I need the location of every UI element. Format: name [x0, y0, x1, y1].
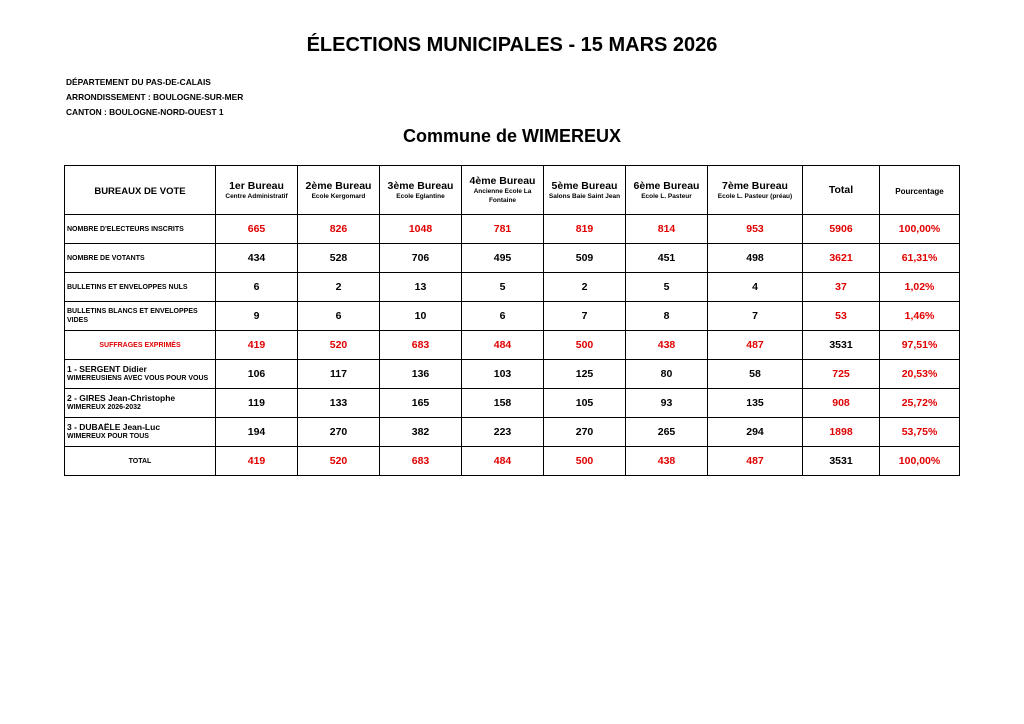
candidate-list: WIMEREUX POUR TOUS [67, 433, 149, 440]
row-votants [65, 244, 960, 273]
cell-pct: 25,72% [880, 389, 960, 418]
header-bureau-6: 6ème Bureau Ecole L. Pasteur [626, 166, 708, 215]
cell-bureau-6: 265 [626, 418, 708, 447]
cell-bureau-6: 438 [626, 447, 708, 476]
cell-bureau-4: 5 [462, 273, 544, 302]
cell-bureau-1: 419 [216, 447, 298, 476]
cell-bureau-2: 2 [298, 273, 380, 302]
header-bureaux-de-vote: BUREAUX DE VOTE [65, 166, 216, 215]
cell-total: 3531 [803, 331, 880, 360]
cell-bureau-7: 487 [708, 447, 803, 476]
cell-bureau-4: 484 [462, 331, 544, 360]
cell-bureau-7: 4 [708, 273, 803, 302]
candidate-label [65, 389, 216, 418]
cell-bureau-5: 270 [544, 418, 626, 447]
cell-bureau-3: 10 [380, 302, 462, 331]
cell-pct: 61,31% [880, 244, 960, 273]
cell-bureau-6: 80 [626, 360, 708, 389]
cell-bureau-2: 520 [298, 331, 380, 360]
header-bureau-5: 5ème Bureau Salons Baie Saint Jean [544, 166, 626, 215]
cell-bureau-3: 136 [380, 360, 462, 389]
cell-bureau-6: 5 [626, 273, 708, 302]
cell-bureau-4: 781 [462, 215, 544, 244]
cell-bureau-6: 93 [626, 389, 708, 418]
cell-bureau-5: 2 [544, 273, 626, 302]
cell-bureau-4: 484 [462, 447, 544, 476]
row-label: NOMBRE DE VOTANTS [65, 244, 216, 273]
cell-bureau-1: 434 [216, 244, 298, 273]
commune-title: Commune de WIMEREUX [402, 126, 621, 146]
row-blancs [65, 302, 960, 331]
cell-bureau-1: 419 [216, 331, 298, 360]
cell-bureau-5: 7 [544, 302, 626, 331]
cell-bureau-7: 953 [708, 215, 803, 244]
cell-bureau-1: 6 [216, 273, 298, 302]
candidate-label [65, 418, 216, 447]
cell-bureau-7: 7 [708, 302, 803, 331]
cell-pct: 53,75% [880, 418, 960, 447]
cell-bureau-2: 520 [298, 447, 380, 476]
cell-pct: 100,00% [880, 447, 960, 476]
cell-pct: 100,00% [880, 215, 960, 244]
cell-bureau-2: 117 [298, 360, 380, 389]
cell-bureau-5: 105 [544, 389, 626, 418]
row-label: TOTAL [65, 447, 216, 476]
cell-bureau-5: 500 [544, 331, 626, 360]
cell-bureau-1: 665 [216, 215, 298, 244]
header-pourcentage: Pourcentage [880, 166, 960, 215]
row-candidate-2 [65, 389, 960, 418]
cell-bureau-7: 498 [708, 244, 803, 273]
row-candidate-1 [65, 360, 960, 389]
results-table [64, 165, 960, 476]
candidate-name: 3 - DUBAËLE Jean-Luc [67, 422, 161, 432]
cell-total: 1898 [803, 418, 880, 447]
cell-bureau-2: 826 [298, 215, 380, 244]
cell-bureau-3: 165 [380, 389, 462, 418]
row-label: NOMBRE D'ELECTEURS INSCRITS [65, 215, 216, 244]
candidate-label [65, 360, 216, 389]
meta-block [66, 75, 243, 120]
cell-total: 53 [803, 302, 880, 331]
cell-bureau-2: 133 [298, 389, 380, 418]
candidate-list: WIMEREUX 2026-2032 [67, 404, 141, 411]
cell-bureau-2: 270 [298, 418, 380, 447]
departement-line: DÉPARTEMENT DU PAS-DE-CALAIS [66, 77, 211, 87]
cell-bureau-3: 683 [380, 447, 462, 476]
cell-bureau-2: 6 [298, 302, 380, 331]
cell-pct: 1,02% [880, 273, 960, 302]
row-suffrages-exprimes [65, 331, 960, 360]
cell-pct: 20,53% [880, 360, 960, 389]
cell-bureau-5: 125 [544, 360, 626, 389]
candidate-list: WIMEREUSIENS AVEC VOUS POUR VOUS [67, 375, 209, 382]
cell-total: 725 [803, 360, 880, 389]
cell-bureau-2: 528 [298, 244, 380, 273]
header-bureau-4: 4ème Bureau Ancienne Ecole La Fontaine [462, 166, 544, 215]
cell-total: 3621 [803, 244, 880, 273]
row-label: BULLETINS ET ENVELOPPES NULS [65, 273, 216, 302]
cell-bureau-4: 6 [462, 302, 544, 331]
cell-bureau-3: 1048 [380, 215, 462, 244]
arrondissement-line: ARRONDISSEMENT : BOULOGNE-SUR-MER [66, 92, 244, 102]
cell-bureau-6: 451 [626, 244, 708, 273]
candidate-name: 1 - SERGENT Didier [67, 364, 147, 374]
cell-bureau-5: 509 [544, 244, 626, 273]
cell-bureau-4: 103 [462, 360, 544, 389]
cell-pct: 97,51% [880, 331, 960, 360]
cell-bureau-1: 119 [216, 389, 298, 418]
cell-bureau-1: 9 [216, 302, 298, 331]
row-inscrits [65, 215, 960, 244]
cell-bureau-7: 487 [708, 331, 803, 360]
cell-bureau-3: 706 [380, 244, 462, 273]
cell-bureau-7: 294 [708, 418, 803, 447]
header-bureau-2: 2ème Bureau Ecole Kergomard [298, 166, 380, 215]
cell-bureau-1: 194 [216, 418, 298, 447]
row-nuls [65, 273, 960, 302]
cell-total: 908 [803, 389, 880, 418]
cell-bureau-3: 683 [380, 331, 462, 360]
cell-bureau-5: 500 [544, 447, 626, 476]
cell-pct: 1,46% [880, 302, 960, 331]
cell-bureau-4: 223 [462, 418, 544, 447]
header-bureau-3: 3ème Bureau Ecole Eglantine [380, 166, 462, 215]
row-label: SUFFRAGES EXPRIMÉS [65, 331, 216, 360]
cell-total: 3531 [803, 447, 880, 476]
cell-bureau-1: 106 [216, 360, 298, 389]
header-total: Total [803, 166, 880, 215]
row-candidate-3 [65, 418, 960, 447]
header-row [65, 166, 960, 215]
cell-bureau-3: 382 [380, 418, 462, 447]
cell-bureau-6: 814 [626, 215, 708, 244]
cell-bureau-4: 495 [462, 244, 544, 273]
row-total [65, 447, 960, 476]
cell-bureau-7: 58 [708, 360, 803, 389]
cell-bureau-5: 819 [544, 215, 626, 244]
cell-bureau-3: 13 [380, 273, 462, 302]
document-title: ÉLECTIONS MUNICIPALES - 15 MARS 2026 [306, 34, 718, 56]
cell-bureau-6: 8 [626, 302, 708, 331]
cell-bureau-7: 135 [708, 389, 803, 418]
header-bureau-7: 7ème Bureau Ecole L. Pasteur (préau) [708, 166, 803, 215]
candidate-name: 2 - GIRES Jean-Christophe [67, 393, 176, 403]
row-label: BULLETINS BLANCS ET ENVELOPPES VIDES [65, 302, 216, 331]
cell-total: 5906 [803, 215, 880, 244]
cell-total: 37 [803, 273, 880, 302]
cell-bureau-4: 158 [462, 389, 544, 418]
cell-bureau-6: 438 [626, 331, 708, 360]
header-bureau-1: 1er Bureau Centre Administratif [216, 166, 298, 215]
canton-line: CANTON : BOULOGNE-NORD-OUEST 1 [66, 107, 224, 117]
